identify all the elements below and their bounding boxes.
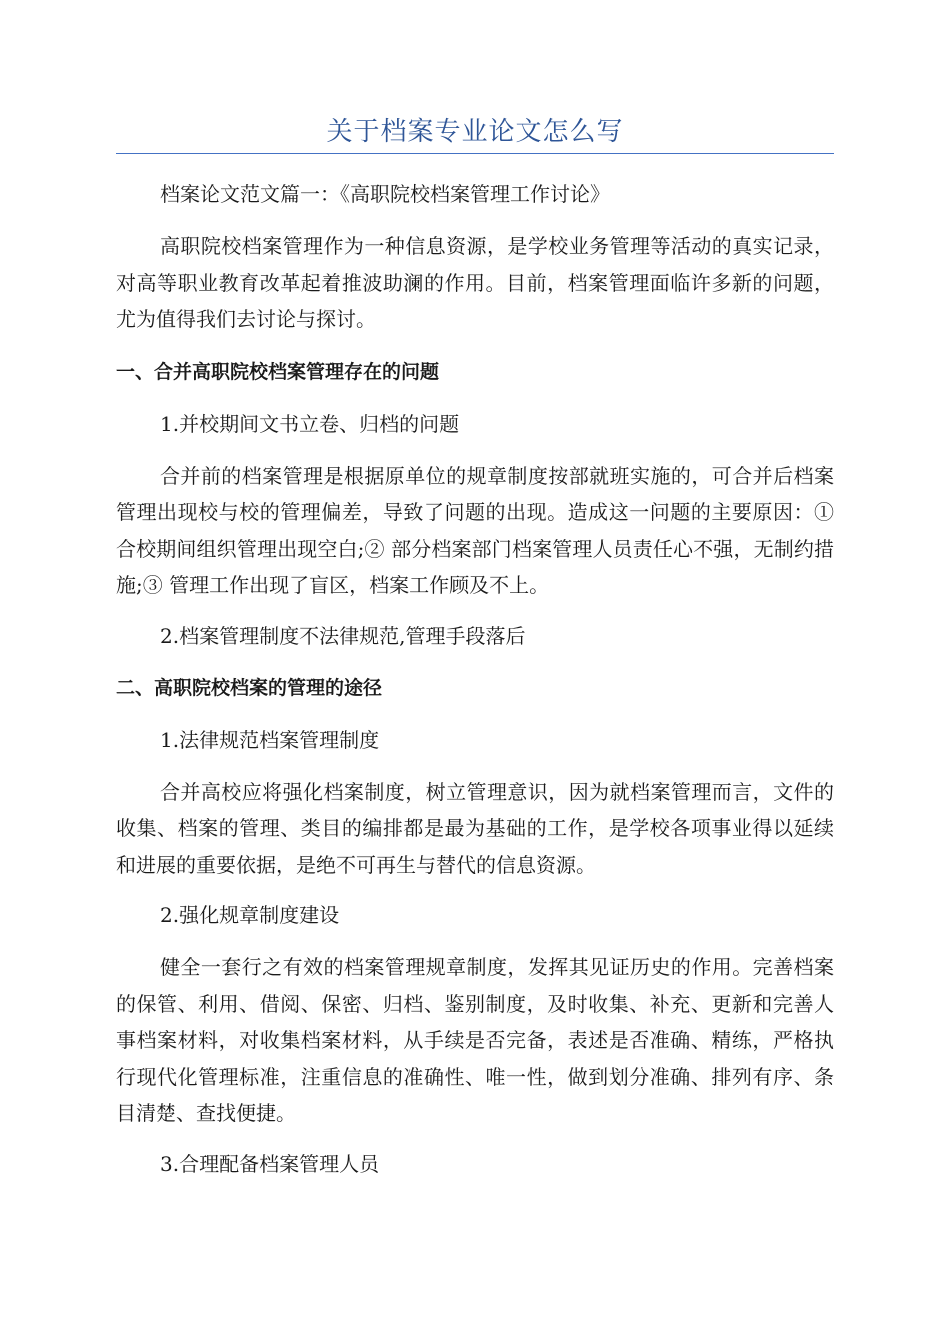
subheading-2-1: 1.法律规范档案管理制度	[160, 727, 380, 752]
title-underline	[116, 153, 834, 154]
subheading-1-2: 2.档案管理制度不法律规范,管理手段落后	[160, 623, 526, 648]
opening-paragraph: 高职院校档案管理作为一种信息资源，是学校业务管理等活动的真实记录，对高等职业教育改革起着推波助澜的作用。目前，档案管理面临许多新的问题，尤为值得我们去讨论与探讨。	[116, 234, 834, 331]
subheading-1-1: 1.并校期间文书立卷、归档的问题	[160, 411, 460, 436]
paragraph-2-2: 健全一套行之有效的档案管理规章制度，发挥其见证历史的作用。完善档案的保管、利用、借阅、保密、归档、鉴别制度，及时收集、补充、更新和完善人事档案材料，对收集档案材料，从手续是否完备，表述是否准确、精练，严格执行现代化管理标准，注重信息的准确性、唯一性，做到划分准确、排列有序、条目清楚、查找便捷。	[116, 955, 834, 1125]
paragraph-1-1: 合并前的档案管理是根据原单位的规章制度按部就班实施的，可合并后档案管理出现校与校的管理偏差，导致了问题的出现。造成这一问题的主要原因：①合校期间组织管理出现空白;② 部分档案部门档案管理人员责任心不强，无制约措施;③ 管理工作出现了盲区，档案工作顾及不上。	[116, 463, 834, 597]
document-body	[116, 176, 834, 1198]
article-intro: 档案论文范文篇一：《高职院校档案管理工作讨论》	[160, 182, 610, 206]
subheading-2-3: 3.合理配备档案管理人员	[160, 1151, 380, 1176]
subheading-2-2: 2.强化规章制度建设	[160, 903, 340, 927]
page-title: 关于档案专业论文怎么写	[326, 117, 624, 147]
section-heading-1: 一、合并高职院校档案管理存在的问题	[116, 360, 440, 383]
paragraph-2-1: 合并高校应将强化档案制度，树立管理意识，因为就档案管理而言，文件的收集、档案的管理、类目的编排都是最为基础的工作，是学校各项事业得以延续和进展的重要依据，是绝不可再生与替代的信息资源。	[116, 779, 834, 877]
section-heading-2: 二、高职院校档案的管理的途径	[116, 676, 383, 699]
